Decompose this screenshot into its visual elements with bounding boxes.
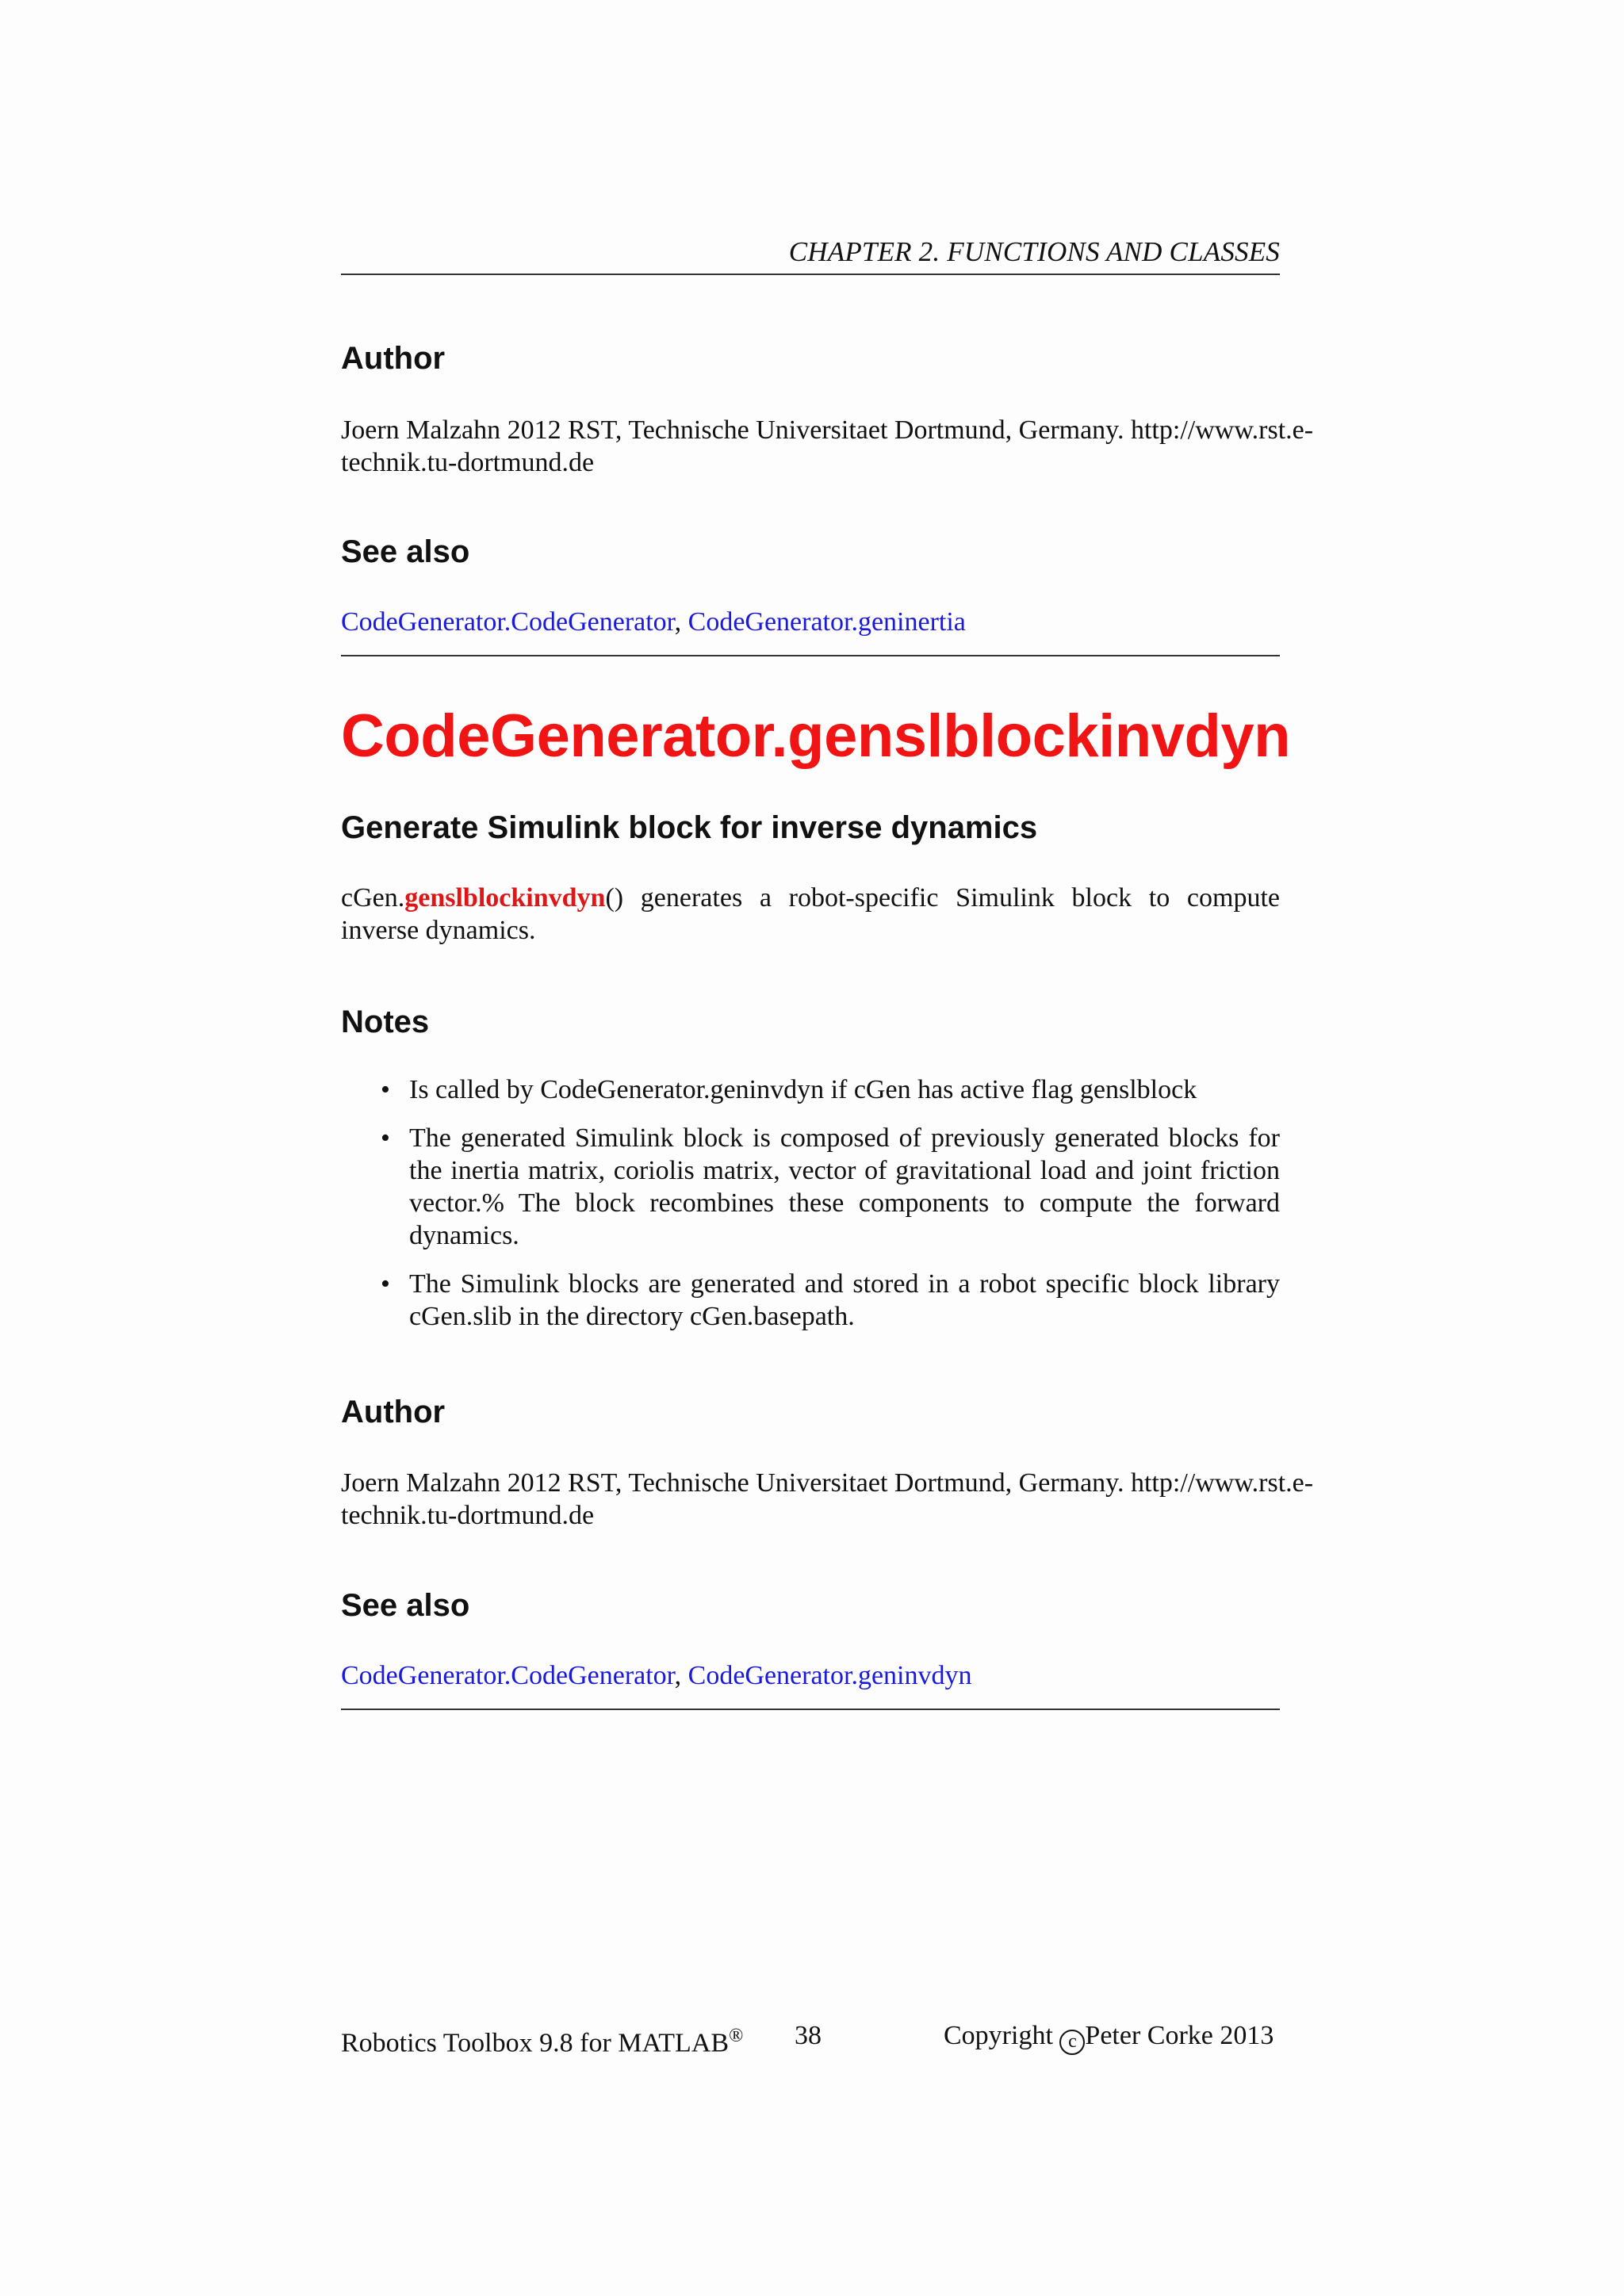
link-codegenerator-geninvdyn[interactable]: CodeGenerator.geninvdyn (688, 1661, 972, 1690)
note-text: The generated Simulink block is composed of previously generated blocks for the inertia matrix, coriolis matrix, vector of gravitational load and joint friction vector.% The block recombines these components to compute the forward dynamics. (409, 1123, 1280, 1250)
running-head: CHAPTER 2. FUNCTIONS AND CLASSES (788, 236, 1280, 267)
link-codegenerator-codegenerator[interactable]: CodeGenerator.CodeGenerator (341, 1661, 675, 1690)
author-text (341, 1467, 1315, 1532)
registered-mark: ® (729, 2026, 744, 2046)
link-codegenerator-geninertia[interactable]: CodeGenerator.geninertia (688, 607, 966, 637)
author-heading: Author (341, 1395, 446, 1429)
function-name: genslblockinvdyn (404, 883, 606, 913)
link-codegenerator-codegenerator[interactable]: CodeGenerator.CodeGenerator (341, 607, 675, 637)
page-number: 38 (795, 2021, 822, 2050)
desc-rest: () generates a robot-specific Simulink block to compute inverse dynamics. (341, 883, 1280, 945)
section-rule (341, 1709, 1280, 1710)
entry-subtitle: Generate Simulink block for inverse dynamics (341, 810, 1038, 845)
list-item (381, 1122, 1280, 1252)
copyright-icon: c (1059, 2030, 1085, 2055)
notes-heading: Notes (341, 1004, 430, 1039)
header-rule (341, 274, 1280, 275)
entry-description (341, 882, 1280, 947)
author-line-1: Joern Malzahn 2012 RST, Technische Universitaet Dortmund, Germany. http://www.rst.e- (341, 415, 1314, 445)
footer-left (341, 2020, 743, 2059)
note-text: Is called by CodeGenerator.geninvdyn if cGen has active flag genslblock (409, 1075, 1197, 1104)
footer-copyright (944, 2020, 1274, 2055)
note-text: The Simulink blocks are generated and stored in a robot specific block library cGen.slib in the directory cGen.basepath. (409, 1269, 1280, 1331)
author-line-2: technik.tu-dortmund.de (341, 448, 595, 477)
author-heading: Author (341, 341, 446, 376)
bullet-icon: • (381, 1123, 390, 1153)
see-also-links (341, 606, 1315, 638)
list-item (381, 1073, 1280, 1106)
desc-prefix: cGen. (341, 883, 405, 913)
list-item (381, 1268, 1280, 1333)
footer-title: Robotics Toolbox 9.8 for MATLAB (341, 2028, 730, 2058)
notes-list (381, 1073, 1280, 1349)
see-also-links (341, 1659, 1315, 1692)
bullet-icon: • (381, 1075, 390, 1104)
author-line-1: Joern Malzahn 2012 RST, Technische Universitaet Dortmund, Germany. http://www.rst.e- (341, 1468, 1314, 1498)
author-line-2: technik.tu-dortmund.de (341, 1501, 595, 1530)
entry-title: CodeGenerator.genslblockinvdyn (341, 702, 1291, 770)
section-rule (341, 655, 1280, 656)
copyright-prefix: Copyright (944, 2021, 1060, 2050)
link-separator: , (674, 1661, 688, 1690)
see-also-heading: See also (341, 534, 470, 569)
link-separator: , (674, 607, 688, 637)
copyright-text: Peter Corke 2013 (1085, 2021, 1274, 2050)
see-also-heading: See also (341, 1588, 470, 1623)
author-text (341, 414, 1315, 479)
bullet-icon: • (381, 1269, 390, 1299)
